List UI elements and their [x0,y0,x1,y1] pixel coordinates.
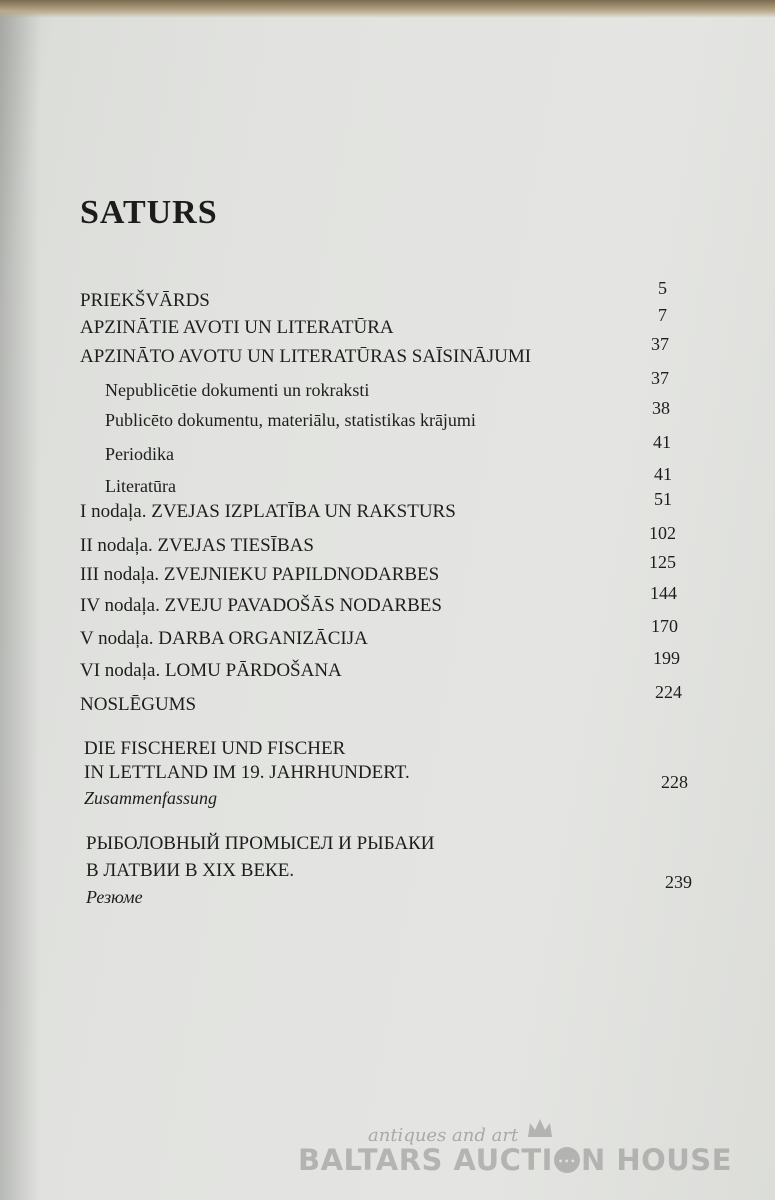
toc-entry-label: IV nodaļa. ZVEJU PAVADOŠĀS NODARBES [80,595,442,616]
watermark-main-right: N HOUSE [580,1143,733,1177]
crown-icon [526,1117,554,1139]
toc-entry-page: 37 [651,334,669,354]
german-summary-line2: IN LETTLAND IM 19. JAHRHUNDERT. [84,762,410,783]
toc-entry-label: Literatūra [105,476,176,496]
watermark-main-text [298,1143,732,1177]
toc-entry-label: Periodika [105,444,174,464]
toc-entry-page: 224 [655,682,682,702]
russian-summary-subtitle: Резюме [86,887,143,907]
toc-entry-page: 199 [653,648,680,668]
toc-entry-label: Nepublicētie dokumenti un rokraksti [105,380,370,400]
toc-entry-label: III nodaļa. ZVEJNIEKU PAPILDNODARBES [80,564,440,585]
page-title: SATURS [80,194,218,231]
toc-entry-label: I nodaļa. ZVEJAS IZPLATĪBA UN RAKSTURS [80,501,456,522]
german-summary-line1: DIE FISCHEREI UND FISCHER [84,738,346,759]
russian-summary-line2: В ЛАТВИИ В XIX ВЕКЕ. [86,860,295,881]
toc-entry-page: 125 [649,552,676,572]
watermark-script-text: antiques and art [368,1125,519,1146]
auction-watermark [298,1125,733,1195]
toc-entry-label: APZINĀTIE AVOTI UN LITERATŪRA [80,317,394,338]
watermark-main-left: BALTARS AUCTI [298,1143,553,1177]
toc-entry [0,682,775,724]
toc-entry-page: 41 [653,432,671,452]
toc-entry-label: PRIEKŠVĀRDS [80,290,210,311]
page-top-edge [0,0,775,18]
toc-entry-page: 37 [651,368,669,388]
toc-entry-label: NOSLĒGUMS [80,694,197,715]
toc-entry-page: 5 [658,278,667,298]
toc-entry-page: 41 [654,464,672,484]
toc-entry-label: II nodaļa. ZVEJAS TIESĪBAS [80,535,314,556]
german-summary-page: 228 [661,772,688,792]
toc-entry-label: VI nodaļa. LOMU PĀRDOŠANA [80,660,342,681]
toc-entry-label: APZINĀTO AVOTU UN LITERATŪRAS SAĪSINĀJUMI [80,346,532,367]
toc-entry-label: V nodaļa. DARBA ORGANIZĀCIJA [80,628,368,649]
russian-summary-line1: РЫБОЛОВНЫЙ ПРОМЫСЕЛ И РЫБАКИ [86,833,435,854]
toc-entry-page: 144 [650,583,677,603]
toc-entry-page: 38 [652,398,670,418]
toc-entry-label: Publicēto dokumentu, materiālu, statistikas krājumi [105,410,476,430]
toc-entry-page: 102 [649,523,676,543]
russian-summary-page: 239 [665,872,692,892]
toc-entry-page: 51 [654,489,672,509]
toc-entry-page: 7 [658,305,667,325]
watermark-o-ring: ••• [554,1147,580,1173]
german-summary-subtitle: Zusammenfassung [84,788,218,808]
toc-entry-page: 170 [651,616,678,636]
